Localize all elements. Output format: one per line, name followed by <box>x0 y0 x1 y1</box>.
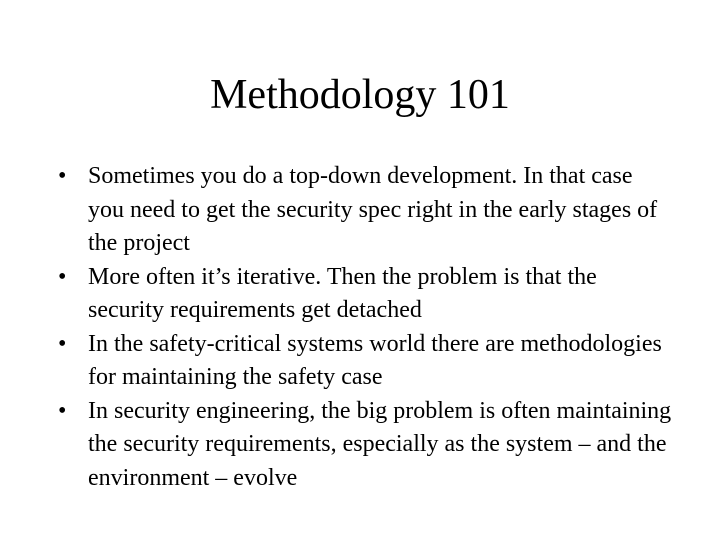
bullet-list <box>54 160 674 495</box>
bullet-item <box>54 328 674 395</box>
bullet-text: In the safety-critical systems world there are methodologies for maintaining the safety case <box>88 330 662 390</box>
bullet-point-icon: • <box>58 163 67 189</box>
slide-title: Methodology 101 <box>210 72 510 118</box>
bullet-text: More often it’s iterative. Then the problem is that the security requirements get detached <box>88 263 597 323</box>
bullet-point-icon: • <box>58 263 67 290</box>
bullet-point-icon: • <box>58 397 67 424</box>
bullet-item <box>54 261 674 328</box>
bullet-text: In security engineering, the big problem is often maintaining the security requirements, especially as the system – and the environment – evolve <box>88 397 672 491</box>
bullet-text: Sometimes you do a top-down development. In that case you need to get the security spec right in the early stages of the project <box>88 163 658 256</box>
bullet-item <box>54 395 674 496</box>
bullet-item <box>54 160 674 261</box>
bullet-point-icon: • <box>58 330 67 357</box>
